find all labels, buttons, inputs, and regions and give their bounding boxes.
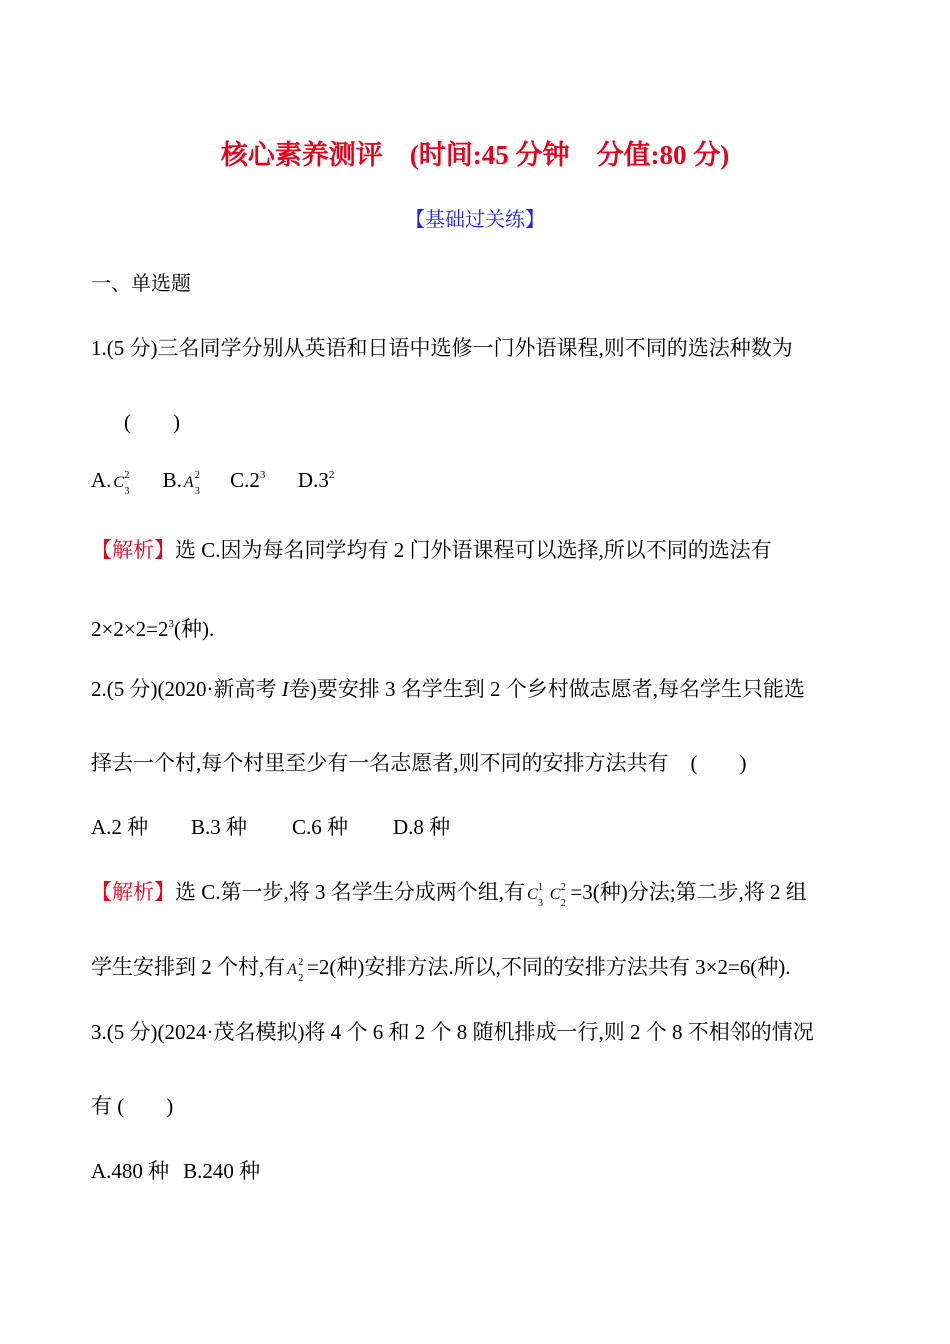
q3-stem-cont: 有 ( ) bbox=[91, 1094, 174, 1118]
q1-options bbox=[91, 461, 334, 497]
q1-analysis: 【解析】选 C.因为每名同学均有 2 门外语课程可以选择,所以不同的选法有 bbox=[91, 538, 772, 562]
q2-stem-cont: 择去一个村,每个村里至少有一名志愿者,则不同的安排方法共有 ( ) bbox=[91, 751, 747, 775]
q2-option-a: A.2 种 bbox=[91, 815, 149, 839]
q1-option-c: $C.2^3$ bbox=[230, 468, 266, 492]
q1-option-b: B. A 2 3 bbox=[162, 468, 200, 497]
q2-stem: 2.(5 分)(2020·新高考 I卷)要安排 3 名学生到 2 个乡村做志愿者,每名学生只能选 bbox=[91, 677, 805, 701]
section-subtitle: 【基础过关练】 bbox=[405, 207, 545, 231]
q2-options bbox=[91, 813, 450, 841]
arrangement-symbol: A 2 2 bbox=[287, 957, 304, 984]
page-title: 核心素养测评 (时间:45 分钟 分值:80 分) bbox=[220, 140, 730, 170]
combination-symbol: C 2 2 bbox=[549, 882, 566, 909]
q2-option-d: D.8 种 bbox=[393, 815, 451, 839]
q3-option-b: B.240 种 bbox=[183, 1159, 261, 1183]
q2-analysis: 【解析】选 C.第一步,将 3 名学生分成两个组,有 C 1 3 C 2 2 =3(种)分法;第二步,将 2 组 bbox=[91, 880, 807, 909]
q1-option-a: A. C 2 3 bbox=[91, 466, 134, 497]
q2-option-c: C.6 种 bbox=[292, 815, 349, 839]
combination-symbol: C 1 3 bbox=[527, 882, 544, 909]
q3-option-a: A.480 种 bbox=[91, 1159, 170, 1183]
q2-answer-paren: ( ) bbox=[690, 751, 747, 775]
q3-answer-paren: ( ) bbox=[117, 1094, 174, 1118]
section-heading: 一、单选题 bbox=[91, 271, 191, 295]
combination-symbol: C 2 3 bbox=[113, 470, 130, 497]
q2-option-b: B.3 种 bbox=[191, 815, 248, 839]
q1-stem: 1.(5 分)三名同学分别从英语和日语中选修一门外语课程,则不同的选法种数为 bbox=[91, 336, 793, 360]
q2-analysis-cont: 学生安排到 2 个村,有 A 2 2 =2(种)安排方法.所以,不同的安排方法共有 3×2=6(种). bbox=[91, 955, 791, 984]
q1-analysis-cont: $2\times 2\times 2=2^3$(种). bbox=[91, 617, 215, 641]
analysis-tag: 【解析】 bbox=[91, 880, 175, 904]
q1-answer-paren: ( ) bbox=[124, 410, 180, 434]
analysis-tag: 【解析】 bbox=[91, 538, 175, 562]
arrangement-symbol: A 2 3 bbox=[183, 470, 200, 497]
q1-option-d: $D.3^2$ bbox=[297, 468, 335, 492]
q3-stem: 3.(5 分)(2024·茂名模拟)将 4 个 6 和 2 个 8 随机排成一行,则 2 个 8 不相邻的情况 bbox=[91, 1020, 814, 1044]
q3-options bbox=[91, 1157, 260, 1185]
